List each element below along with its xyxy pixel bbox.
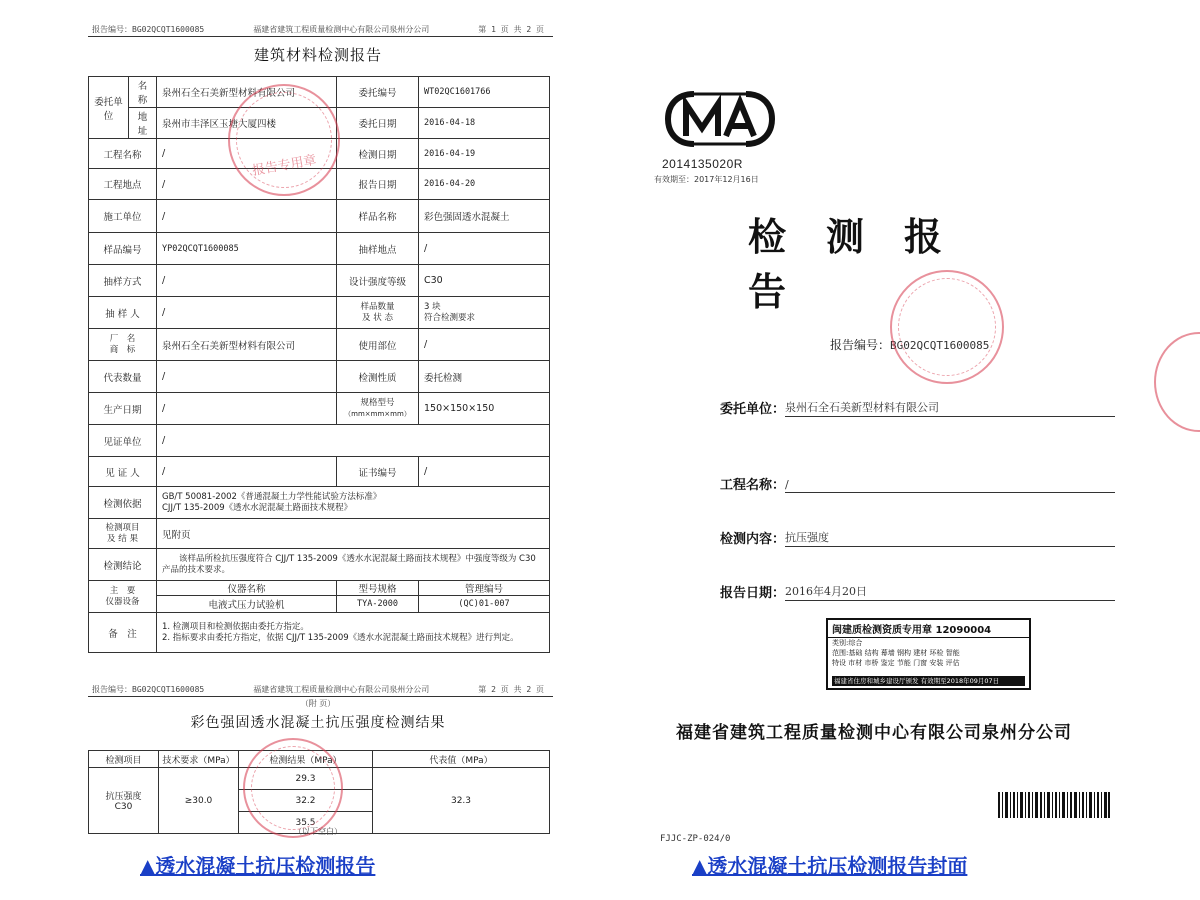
items: 见附页: [157, 519, 550, 549]
blank-below: （以下空白）: [294, 827, 342, 836]
header-company: 福建省建筑工程质量检测中心有限公司泉州分公司: [253, 25, 430, 34]
cma-number: 2014135020R: [662, 157, 743, 171]
result-req: ≥30.0: [159, 768, 239, 834]
head-single: 检测结果（MPa）: [239, 751, 373, 768]
content-label: 检测内容：: [720, 532, 786, 547]
company-name: 福建省建筑工程质量检测中心有限公司泉州分公司: [676, 723, 1072, 743]
client-address: 泉州市丰泽区玉塘大厦四楼: [157, 108, 337, 139]
report-title: 建筑材料检测报告: [253, 46, 382, 64]
header2-report-no: 报告编号：BG02QCQT1600085: [92, 685, 205, 694]
project-field: [720, 474, 1115, 493]
items-label: 检测项目 及 结 果: [89, 519, 157, 549]
content-field: [720, 528, 1115, 547]
entrust-date: 2016-04-18: [419, 108, 550, 139]
qual-line: 范围:基础 结构 幕墙 钢构 建材 环检 智能: [832, 649, 960, 657]
equip-head-no: 管理编号: [419, 581, 550, 596]
barcode-icon: [998, 792, 1110, 818]
project-site-label: 工程地点: [89, 169, 157, 200]
entrust-date-label: 委托日期: [337, 108, 419, 139]
equip-model: TYA-2000: [337, 596, 419, 613]
red-seal: [1154, 332, 1200, 432]
design-grade-label: 设计强度等级: [337, 265, 419, 297]
use-part: /: [419, 329, 550, 361]
conclusion-label: 检测结论: [89, 549, 157, 581]
sampling-method: /: [157, 265, 337, 297]
client-label: 委托单位: [89, 77, 129, 139]
sampling-site-label: 抽样地点: [337, 233, 419, 265]
sampling-method-label: 抽样方式: [89, 265, 157, 297]
sample-qty: 3 块 符合检测要求: [419, 297, 550, 329]
project-label: 工程名称：: [720, 478, 786, 493]
form-code: FJJC-ZP-024/0: [660, 834, 731, 844]
remark: 1. 检测项目和检测依据由委托方指定。 2. 指标要求由委托方指定，依据 CJJ/T 135-2009《透水水泥混凝土路面技术规程》进行判定。: [157, 613, 550, 653]
header-report-no: 报告编号：BG02QCQT1600085: [92, 25, 205, 34]
red-seal: [228, 84, 340, 196]
sample-name-label: 样品名称: [337, 200, 419, 233]
spec-unit: （mm×mm×mm）: [344, 409, 411, 418]
qualification-stamp: [826, 618, 1031, 690]
result-item: 抗压强度 C30: [89, 768, 159, 834]
report-cover-page: [598, 14, 1198, 846]
client-label: 委托单位：: [720, 402, 786, 417]
header2-page: 第 2 页 共 2 页: [478, 685, 544, 694]
sample-no-label: 样品编号: [89, 233, 157, 265]
rep-qty-label: 代表数量: [89, 361, 157, 393]
head-item: 检测项目: [89, 751, 159, 768]
date-value: 2016年4月20日: [785, 583, 1115, 601]
cert-no: /: [419, 457, 550, 487]
cover-title: 检测报告: [748, 214, 983, 314]
report-no-value: BG02QCQT1600085: [890, 339, 990, 352]
caption-right[interactable]: ▲透水混凝土抗压检测报告封面: [692, 854, 968, 878]
builder-label: 施工单位: [89, 200, 157, 233]
sample-qty-label: 样品数量 及 状 态: [337, 297, 419, 329]
sampler-label: 抽 样 人: [89, 297, 157, 329]
entrust-no: WT02QC1601766: [419, 77, 550, 108]
witness-unit-label: 见证单位: [89, 425, 157, 457]
basis-label: 检测依据: [89, 487, 157, 519]
sampling-site: /: [419, 233, 550, 265]
result-value: 29.3: [239, 768, 373, 790]
seal-ring: [898, 278, 996, 376]
cert-no-label: 证书编号: [337, 457, 419, 487]
content-value: 抗压强度: [785, 529, 1115, 547]
sample-no: YP02QCQT1600085: [157, 233, 337, 265]
seal-text: 报告专用章: [251, 152, 318, 179]
qual-bottom: 福建省住房和城乡建设厅颁发 有效期至2018年09月07日: [832, 676, 1025, 686]
maker: 泉州石全石美新型材料有限公司: [157, 329, 337, 361]
conclusion: 该样品所检抗压强度符合 CJJ/T 135-2009《透水水泥混凝土路面技术规程》中强度等级为 C30 产品的技术要求。: [157, 549, 550, 581]
divider2: [88, 696, 553, 697]
red-seal: [890, 270, 1004, 384]
divider: [88, 36, 553, 37]
sample-name: 彩色强固透水混凝土: [419, 200, 550, 233]
cma-valid-date: 有效期至：2017年12月16日: [654, 175, 759, 184]
report-date: 2016-04-20: [419, 169, 550, 200]
result-rep: 32.3: [373, 768, 550, 834]
equip-name: 电液式压力试验机: [157, 596, 337, 613]
equip-no: (QC)01-007: [419, 596, 550, 613]
spec-label: 规格型号: [360, 397, 395, 408]
test-report-page: [78, 14, 558, 846]
test-date: 2016-04-19: [419, 139, 550, 169]
head-rep: 代表值（MPa）: [373, 751, 550, 768]
header2-company: 福建省建筑工程质量检测中心有限公司泉州分公司: [253, 685, 430, 694]
client-name: 泉州石全石美新型材料有限公司: [157, 77, 337, 108]
maker-label: 厂 名 商 标: [89, 329, 157, 361]
result-value: 32.2: [239, 790, 373, 812]
prod-date-label: 生产日期: [89, 393, 157, 425]
basis: GB/T 50081-2002《普通混凝土力学性能试验方法标准》 CJJ/T 135-2009《透水水泥混凝土路面技术规程》: [157, 487, 550, 519]
project-name: /: [157, 139, 337, 169]
prod-date: /: [157, 393, 337, 425]
witness: /: [157, 457, 337, 487]
test-date-label: 检测日期: [337, 139, 419, 169]
qual-line: 类别:综合: [832, 639, 863, 647]
cma-logo-icon: [664, 88, 776, 150]
project-value: /: [785, 478, 1115, 493]
result-value: 35.5: [239, 812, 373, 834]
seal-ring: [251, 746, 335, 830]
design-grade: C30: [419, 265, 550, 297]
qual-line: 特设 市材 市桥 鉴定 节能 门窗 安装 评估: [832, 659, 960, 667]
report-no-label: 报告编号：: [830, 338, 891, 352]
remark-label: 备 注: [89, 613, 157, 653]
entrust-no-label: 委托编号: [337, 77, 419, 108]
test-nature: 委托检测: [419, 361, 550, 393]
client-field: [720, 398, 1115, 417]
report-date-label: 报告日期: [337, 169, 419, 200]
equip-head-name: 仪器名称: [157, 581, 337, 596]
qual-title: 闽建质检测资质专用章 12090004: [828, 620, 1029, 638]
address-label: 地址: [129, 108, 157, 139]
caption-left[interactable]: ▲透水混凝土抗压检测报告: [140, 854, 376, 878]
result-title: 彩色强固透水混凝土抗压强度检测结果: [190, 715, 446, 731]
spec-value: 150×150×150: [419, 393, 550, 425]
use-part-label: 使用部位: [337, 329, 419, 361]
builder: /: [157, 200, 337, 233]
page1-header: [78, 24, 558, 35]
head-req: 技术要求（MPa）: [159, 751, 239, 768]
client-value: 泉州石全石美新型材料有限公司: [785, 399, 1115, 417]
equip-label: 主 要 仪器设备: [89, 581, 157, 613]
date-field: [720, 582, 1115, 601]
appendix-label: （附 页）: [300, 699, 336, 708]
project-name-label: 工程名称: [89, 139, 157, 169]
equip-head-model: 型号规格: [337, 581, 419, 596]
header-page: 第 1 页 共 2 页: [478, 25, 544, 34]
name-label: 名称: [129, 77, 157, 108]
spec-label-cell: [337, 393, 419, 425]
page2-header: [78, 684, 558, 695]
project-site: /: [157, 169, 337, 200]
witness-unit: /: [157, 425, 550, 457]
sampler: /: [157, 297, 337, 329]
date-label: 报告日期：: [720, 586, 786, 601]
red-seal: [243, 738, 343, 838]
witness-label: 见 证 人: [89, 457, 157, 487]
test-nature-label: 检测性质: [337, 361, 419, 393]
rep-qty: /: [157, 361, 337, 393]
